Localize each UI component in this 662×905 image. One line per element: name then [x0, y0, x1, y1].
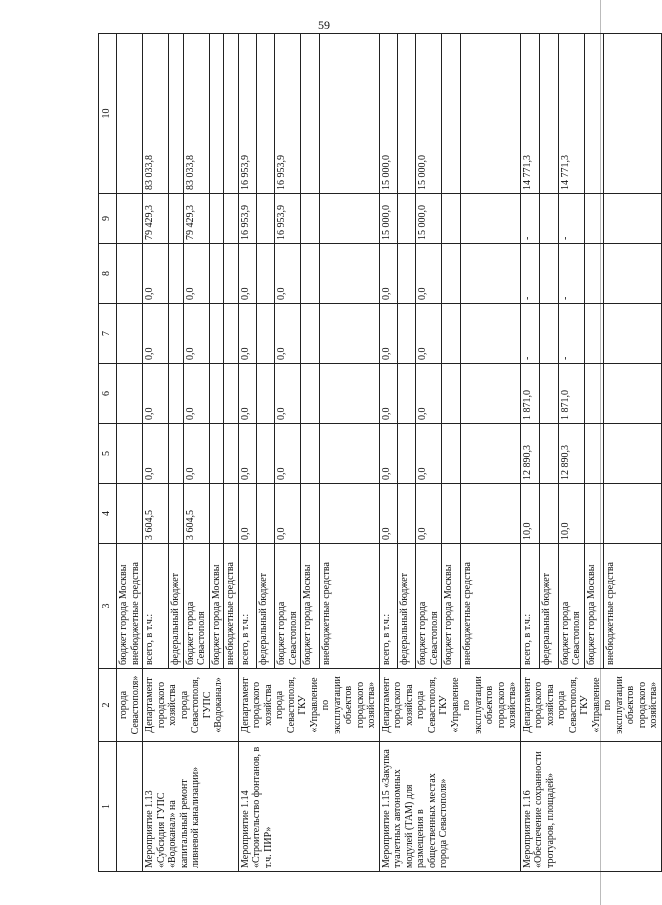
value-cell: [584, 244, 603, 304]
value-cell: [117, 34, 143, 194]
header-cell: 10: [99, 34, 117, 194]
source-label: бюджет города Севастополя: [183, 544, 209, 669]
value-cell: 15 000,0: [379, 194, 397, 244]
value-cell: 0,0: [379, 484, 397, 544]
source-label: внебюджетные средства: [319, 544, 379, 669]
source-label: бюджет города Москвы: [442, 544, 460, 669]
value-cell: 14 771,3: [520, 34, 539, 194]
value-cell: -: [520, 304, 539, 364]
value-cell: 0,0: [275, 304, 301, 364]
value-cell: [209, 484, 224, 544]
measure-row: [520, 34, 539, 872]
header-cell: 4: [99, 484, 117, 544]
value-cell: 15 000,0: [416, 194, 442, 244]
value-cell: [209, 304, 224, 364]
value-cell: 0,0: [416, 304, 442, 364]
header-cell: 3: [99, 544, 117, 669]
value-cell: [603, 194, 661, 244]
measure-row: [238, 34, 256, 872]
value-cell: 79 429,3: [183, 194, 209, 244]
value-cell: [584, 304, 603, 364]
value-cell: [319, 424, 379, 484]
value-cell: [169, 424, 184, 484]
value-cell: [117, 194, 143, 244]
value-cell: [209, 194, 224, 244]
value-cell: [301, 194, 319, 244]
source-label: внебюджетные средства: [460, 544, 520, 669]
value-cell: [584, 424, 603, 484]
value-cell: -: [520, 194, 539, 244]
value-cell: 79 429,3: [143, 194, 169, 244]
executor-name: Департамент городского хозяйства города Севастополя, ГКУ «Управление по эксплуатации объектов городского хозяйства»: [520, 669, 661, 742]
value-cell: [584, 194, 603, 244]
value-cell: [584, 34, 603, 194]
value-cell: [442, 424, 460, 484]
value-cell: [301, 34, 319, 194]
value-cell: 14 771,3: [558, 34, 584, 194]
value-cell: 10,0: [558, 484, 584, 544]
executor-name: Департамент городского хозяйства города Севастополя, ГКУ «Управление по эксплуатации объектов городского хозяйства»: [238, 669, 379, 742]
measure-name: Мероприятие 1.13 «Субсидия ГУПС «Водоканал» на капитальный ремонт ливневой канализации»: [143, 742, 239, 872]
source-label: бюджет города Севастополя: [275, 544, 301, 669]
value-cell: [539, 364, 558, 424]
value-cell: [460, 484, 520, 544]
value-cell: [209, 424, 224, 484]
value-cell: [224, 304, 239, 364]
continuation-row: [117, 34, 143, 872]
value-cell: [319, 244, 379, 304]
value-cell: [301, 364, 319, 424]
value-cell: [442, 484, 460, 544]
source-label: федеральный бюджет: [539, 544, 558, 669]
value-cell: [539, 244, 558, 304]
measure-row: [143, 34, 169, 872]
header-cell: 7: [99, 304, 117, 364]
value-cell: 12 890,3: [520, 424, 539, 484]
value-cell: 83 033,8: [183, 34, 209, 194]
header-cell: 5: [99, 424, 117, 484]
value-cell: 1 871,0: [520, 364, 539, 424]
value-cell: [539, 194, 558, 244]
value-cell: [460, 304, 520, 364]
value-cell: [256, 424, 274, 484]
value-cell: 0,0: [416, 484, 442, 544]
executor-name: Департамент городского хозяйства города Севастополя, ГКУ «Управление по эксплуатации объектов городского хозяйства»: [379, 669, 520, 742]
value-cell: [397, 194, 415, 244]
value-cell: [539, 34, 558, 194]
value-cell: 3 604,5: [143, 484, 169, 544]
value-cell: [169, 244, 184, 304]
value-cell: [460, 244, 520, 304]
executor-line: Севастополя»: [129, 675, 141, 735]
measure-row: [379, 34, 397, 872]
value-cell: 0,0: [143, 364, 169, 424]
source-label: федеральный бюджет: [169, 544, 184, 669]
value-cell: [224, 194, 239, 244]
value-cell: [301, 484, 319, 544]
value-cell: [397, 364, 415, 424]
value-cell: [256, 244, 274, 304]
value-cell: 83 033,8: [143, 34, 169, 194]
value-cell: [169, 484, 184, 544]
value-cell: [584, 364, 603, 424]
value-cell: [169, 34, 184, 194]
value-cell: 12 890,3: [558, 424, 584, 484]
value-cell: [442, 304, 460, 364]
page-number: 59: [318, 18, 330, 32]
value-cell: [224, 424, 239, 484]
value-cell: 10,0: [520, 484, 539, 544]
value-cell: [256, 34, 274, 194]
value-cell: 0,0: [238, 304, 256, 364]
value-cell: [603, 34, 661, 194]
measure-name: Мероприятие 1.15 «Закупка туалетных автономных модулей (ТАМ) для размещения в общественных местах города Севастополя»: [379, 742, 520, 872]
value-cell: [256, 194, 274, 244]
value-cell: [460, 364, 520, 424]
value-cell: [209, 364, 224, 424]
value-cell: [117, 244, 143, 304]
value-cell: 16 953,9: [238, 194, 256, 244]
value-cell: 0,0: [379, 364, 397, 424]
source-label: всего, в т.ч.:: [379, 544, 397, 669]
source-label: бюджет города Севастополя: [558, 544, 584, 669]
value-cell: 0,0: [238, 424, 256, 484]
value-cell: -: [558, 304, 584, 364]
source-label: внебюджетные средства: [224, 544, 239, 669]
value-cell: -: [520, 244, 539, 304]
value-cell: [397, 34, 415, 194]
value-cell: [603, 304, 661, 364]
value-cell: [603, 364, 661, 424]
source-line: внебюджетные средства: [129, 562, 141, 665]
value-cell: [256, 304, 274, 364]
value-cell: 0,0: [183, 424, 209, 484]
value-cell: 0,0: [183, 244, 209, 304]
value-cell: 0,0: [238, 244, 256, 304]
value-cell: 0,0: [275, 484, 301, 544]
value-cell: [169, 304, 184, 364]
value-cell: [584, 484, 603, 544]
executor-name: Департамент городского хозяйства города Севастополя, ГУПС «Водоканал»: [143, 669, 239, 742]
value-cell: 0,0: [416, 424, 442, 484]
header-row: [99, 34, 117, 872]
source-label: бюджет города Москвы: [584, 544, 603, 669]
value-cell: [603, 484, 661, 544]
value-cell: [460, 424, 520, 484]
value-cell: 0,0: [275, 244, 301, 304]
value-cell: [301, 244, 319, 304]
source-cell: [117, 544, 143, 669]
value-cell: [319, 304, 379, 364]
value-cell: [301, 304, 319, 364]
value-cell: 1 871,0: [558, 364, 584, 424]
value-cell: [397, 424, 415, 484]
value-cell: [117, 484, 143, 544]
value-cell: -: [558, 244, 584, 304]
value-cell: [209, 34, 224, 194]
value-cell: [442, 244, 460, 304]
value-cell: 16 953,9: [238, 34, 256, 194]
source-line: бюджет города Москвы: [118, 564, 129, 665]
value-cell: 16 953,9: [275, 34, 301, 194]
value-cell: -: [558, 194, 584, 244]
value-cell: [169, 194, 184, 244]
value-cell: [256, 484, 274, 544]
value-cell: [224, 484, 239, 544]
value-cell: 0,0: [416, 244, 442, 304]
value-cell: 0,0: [379, 304, 397, 364]
value-cell: [603, 424, 661, 484]
value-cell: [117, 424, 143, 484]
executor-line: города: [118, 690, 129, 720]
value-cell: 0,0: [275, 424, 301, 484]
header-cell: 2: [99, 669, 117, 742]
source-label: бюджет города Севастополя: [416, 544, 442, 669]
header-cell: 1: [99, 742, 117, 872]
value-cell: [539, 304, 558, 364]
value-cell: [224, 34, 239, 194]
source-label: всего, в т.ч.:: [143, 544, 169, 669]
source-label: бюджет города Москвы: [209, 544, 224, 669]
header-cell: 9: [99, 194, 117, 244]
value-cell: [539, 484, 558, 544]
value-cell: [442, 364, 460, 424]
value-cell: 0,0: [143, 424, 169, 484]
measure-cell: [117, 742, 143, 872]
header-cell: 8: [99, 244, 117, 304]
value-cell: 15 000,0: [379, 34, 397, 194]
value-cell: [397, 304, 415, 364]
value-cell: 15 000,0: [416, 34, 442, 194]
source-label: всего, в т.ч.:: [520, 544, 539, 669]
value-cell: [319, 364, 379, 424]
value-cell: [319, 194, 379, 244]
value-cell: [224, 364, 239, 424]
value-cell: 16 953,9: [275, 194, 301, 244]
value-cell: [117, 364, 143, 424]
value-cell: [539, 424, 558, 484]
value-cell: [603, 244, 661, 304]
source-label: внебюджетные средства: [603, 544, 661, 669]
header-cell: 6: [99, 364, 117, 424]
value-cell: 0,0: [238, 364, 256, 424]
value-cell: [301, 424, 319, 484]
value-cell: [460, 34, 520, 194]
source-label: всего, в т.ч.:: [238, 544, 256, 669]
source-label: бюджет города Москвы: [301, 544, 319, 669]
value-cell: [442, 34, 460, 194]
value-cell: 3 604,5: [183, 484, 209, 544]
value-cell: [397, 244, 415, 304]
value-cell: 0,0: [183, 364, 209, 424]
budget-table: [98, 33, 662, 872]
executor-cell: [117, 669, 143, 742]
value-cell: 0,0: [238, 484, 256, 544]
value-cell: 0,0: [379, 424, 397, 484]
value-cell: 0,0: [416, 364, 442, 424]
source-label: федеральный бюджет: [397, 544, 415, 669]
measure-name: Мероприятие 1.16 «Обеспечение сохранности тротуаров, площадей»: [520, 742, 661, 872]
value-cell: 0,0: [143, 304, 169, 364]
value-cell: [319, 484, 379, 544]
value-cell: 0,0: [379, 244, 397, 304]
value-cell: 0,0: [275, 364, 301, 424]
value-cell: [117, 304, 143, 364]
value-cell: [209, 244, 224, 304]
rotated-table-container: [98, 34, 659, 872]
value-cell: [442, 194, 460, 244]
value-cell: 0,0: [143, 244, 169, 304]
value-cell: 0,0: [183, 304, 209, 364]
value-cell: [224, 244, 239, 304]
measure-name: Мероприятие 1.14 «Строительство фонтанов, в т.ч. ПИР»: [238, 742, 379, 872]
value-cell: [169, 364, 184, 424]
value-cell: [319, 34, 379, 194]
value-cell: [397, 484, 415, 544]
value-cell: [460, 194, 520, 244]
source-label: федеральный бюджет: [256, 544, 274, 669]
value-cell: [256, 364, 274, 424]
